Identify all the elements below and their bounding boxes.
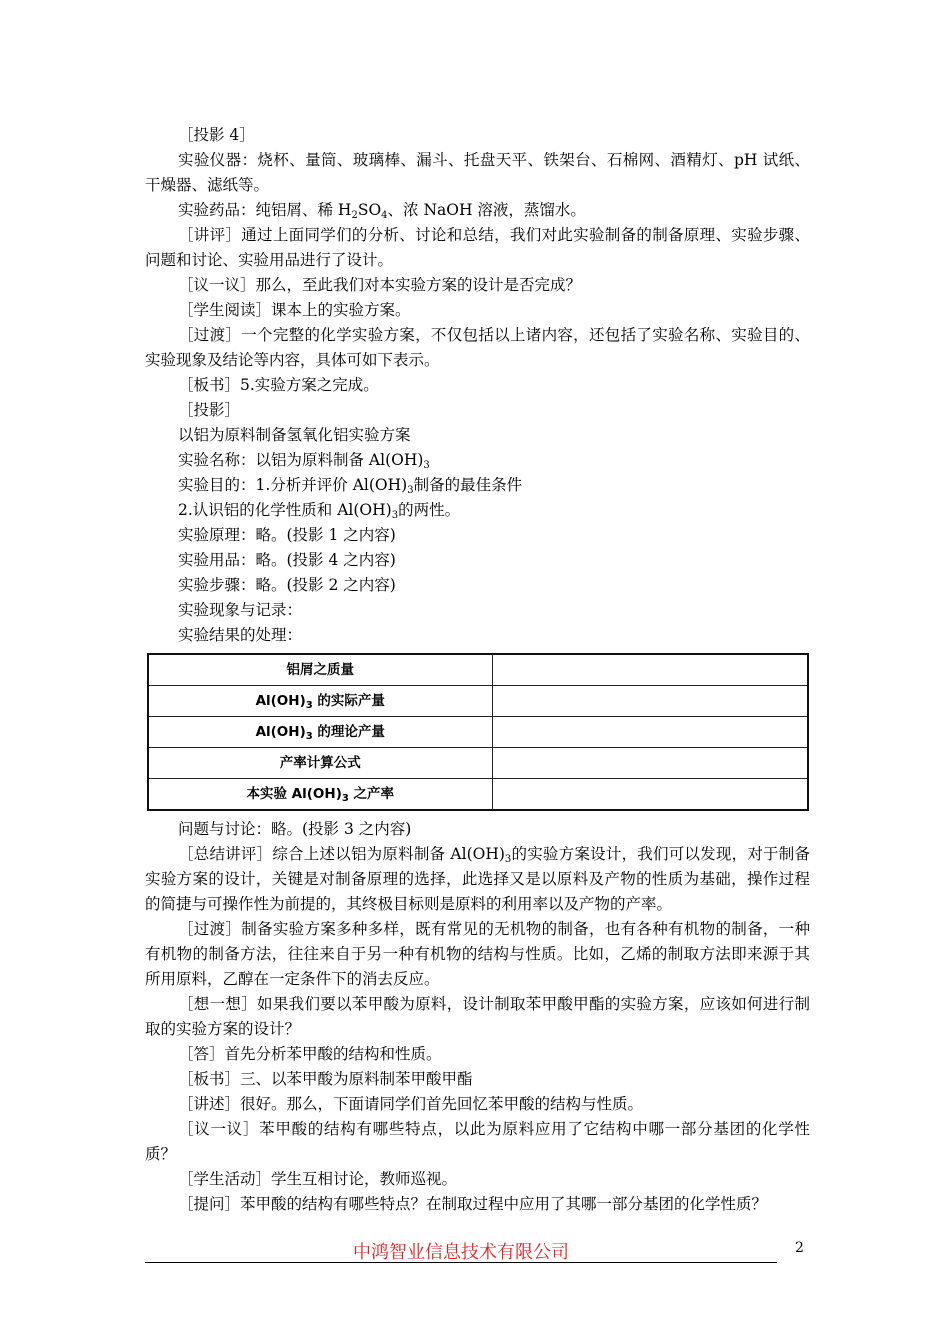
table-cell-value [492, 717, 808, 748]
table-row [148, 686, 808, 717]
table-cell-label: $Al(OH)_3$ 的实际产量 [148, 686, 492, 717]
footer-divider [145, 1262, 777, 1263]
table-cell-label: 产率计算公式 [148, 748, 492, 779]
paragraph: ［过渡］一个完整的化学实验方案，不仅包括以上诸内容，还包括了实验名称、实验目的、实验现象及结论等内容，具体可如下表示。 [145, 326, 810, 369]
table-cell-value [492, 686, 808, 717]
paragraph: ［过渡］制备实验方案多种多样，既有常见的无机物的制备，也有各种有机物的制备，一种有机物的制备方法，往往来自于另一种有机物的结构与性质。比如，乙烯的制取方法即来源于其所用原料，乙醇在一定条件下的消去反应。 [145, 920, 810, 988]
paragraph: 问题与讨论：略。(投影 3 之内容) [178, 820, 412, 838]
paragraph: ［议一议］那么，至此我们对本实验方案的设计是否完成？ [178, 276, 582, 294]
paragraph: ［板书］5.实验方案之完成。 [178, 376, 379, 394]
paragraph: 实验药品：纯铝屑、稀 $H_2SO_4$、浓 NaOH 溶液，蒸馏水。 [178, 201, 586, 221]
paragraph: 实验原理：略。(投影 1 之内容) [178, 526, 396, 544]
paragraph: 实验目的：1.分析并评价 $Al(OH)_3$制备的最佳条件 [178, 476, 523, 496]
table-row [148, 717, 808, 748]
page-number: 2 [795, 1240, 804, 1256]
paragraph: ［想一想］如果我们要以苯甲酸为原料，设计制取苯甲酸甲酯的实验方案，应该如何进行制取的实验方案的设计？ [145, 995, 810, 1038]
paragraph: ［答］首先分析苯甲酸的结构和性质。 [178, 1045, 442, 1063]
paragraph: 实验名称：以铝为原料制备 $Al(OH)_3$ [178, 451, 430, 471]
paragraph: ［议一议］苯甲酸的结构有哪些特点，以此为原料应用了它结构中哪一部分基团的化学性质？ [145, 1120, 810, 1163]
table-cell-label: 铝屑之质量 [148, 654, 492, 686]
result-table-wrapper [147, 653, 810, 811]
table-row [148, 748, 808, 779]
paragraph: 2.认识铝的化学性质和 $Al(OH)_3$的两性。 [178, 501, 461, 521]
result-table [147, 653, 809, 811]
paragraph: 实验现象与记录： [178, 601, 303, 619]
document-body [145, 123, 810, 1217]
paragraph: ［提问］苯甲酸的结构有哪些特点？在制取过程中应用了其哪一部分基团的化学性质？ [178, 1195, 768, 1213]
table-row [148, 654, 808, 686]
paragraph: ［投影］ [178, 401, 241, 419]
table-cell-label: $Al(OH)_3$ 的理论产量 [148, 717, 492, 748]
paragraph: ［讲评］通过上面同学们的分析、讨论和总结，我们对此实验制备的制备原理、实验步骤、问题和讨论、实验用品进行了设计。 [145, 226, 810, 269]
paragraph: ［学生活动］学生互相讨论，教师巡视。 [178, 1170, 458, 1188]
paragraph: ［总结讲评］综合上述以铝为原料制备 $Al(OH)_3$的实验方案设计，我们可以发现，对于制备实验方案的设计，关键是对制备原理的选择，此选择又是以原料及产物的性质为基础，操作过程的简捷与可操作性为前提的，其终极目标则是原料的利用率以及产物的产率。 [145, 845, 810, 913]
paragraph: 实验结果的处理： [178, 626, 303, 644]
table-row [148, 779, 808, 811]
paragraph: ［投影 4］ [178, 126, 255, 144]
paragraph: ［学生阅读］课本上的实验方案。 [178, 301, 411, 319]
paragraph: 实验用品：略。(投影 4 之内容) [178, 551, 396, 569]
paragraph: ［板书］三、以苯甲酸为原料制苯甲酸甲酯 [178, 1070, 473, 1088]
footer-company-name: 中鸿智业信息技术有限公司 [353, 1242, 569, 1263]
table-cell-value [492, 654, 808, 686]
paragraph: ［讲述］很好。那么，下面请同学们首先回忆苯甲酸的结构与性质。 [178, 1095, 644, 1113]
table-cell-value [492, 779, 808, 811]
paragraph: 实验步骤：略。(投影 2 之内容) [178, 576, 396, 594]
paragraph: 以铝为原料制备氢氧化铝实验方案 [178, 426, 411, 444]
table-cell-label: 本实验 $Al(OH)_3$ 之产率 [148, 779, 492, 811]
table-cell-value [492, 748, 808, 779]
paragraph: 实验仪器：烧杯、量筒、玻璃棒、漏斗、托盘天平、铁架台、石棉网、酒精灯、pH 试纸、干燥器、滤纸等。 [145, 151, 810, 194]
